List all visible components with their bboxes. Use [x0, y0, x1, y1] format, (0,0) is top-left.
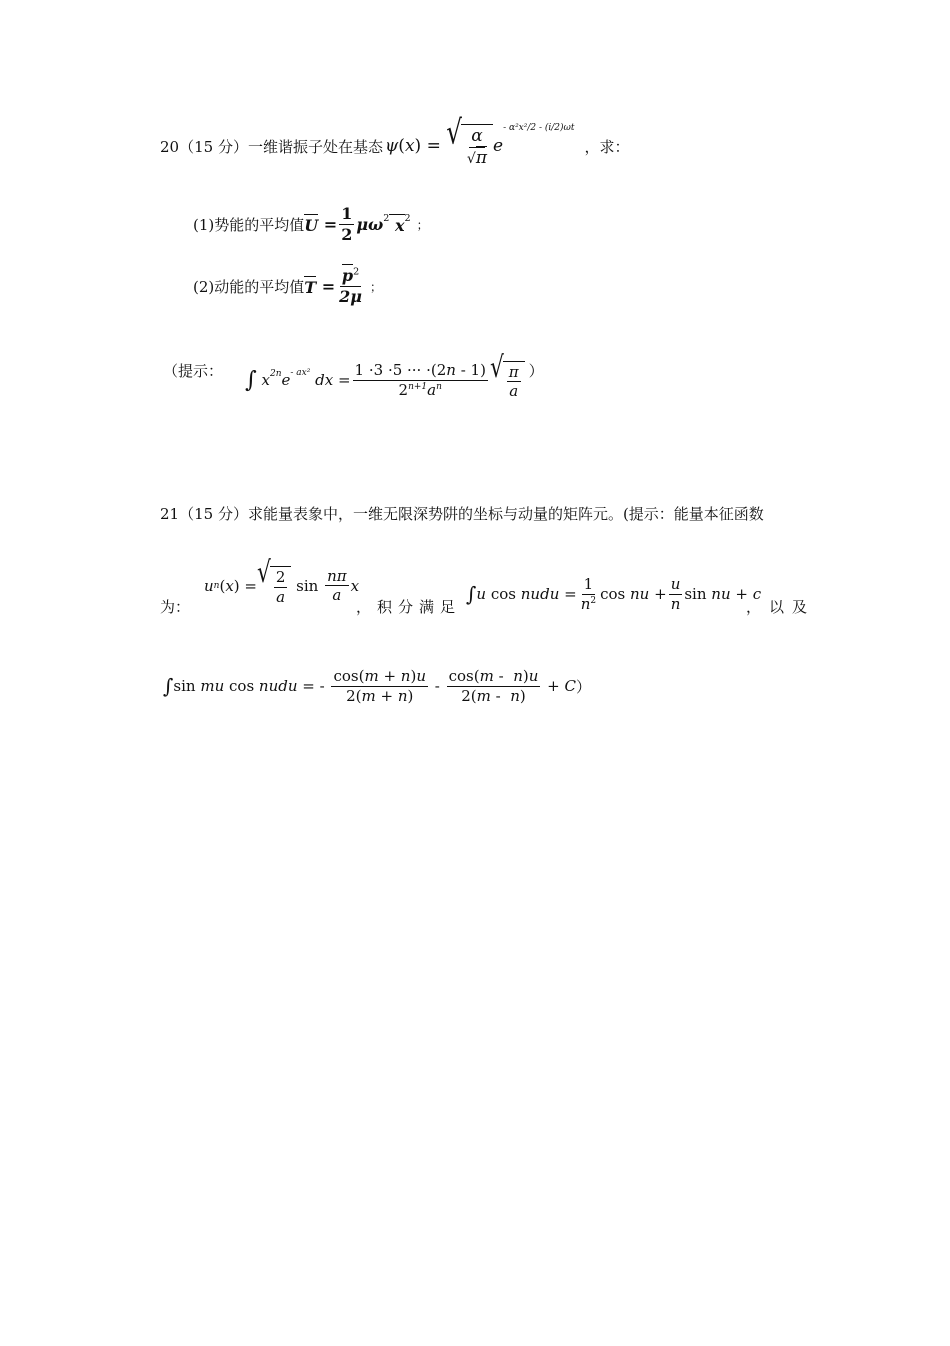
q20-hint-label: （提示： [163, 362, 224, 380]
q20-hint-close: ） [528, 362, 544, 380]
q21-line [160, 503, 764, 524]
q21-yiji-text: ，以及 [746, 598, 816, 616]
q21-integral2-formula: ∫ sin mu cos nudu = - $\frac{\cos(m + n)u}{2(m + n)}$ - $\frac{\cos(m - n)u}{2(m - n)}$ + C [163, 667, 576, 705]
q20-item1-label: (1)势能的平均值 [193, 215, 305, 234]
q21-eigen-line [160, 556, 816, 634]
q20-suffix: ，求： [584, 137, 630, 156]
q21-close: ） [576, 677, 592, 696]
q20-label: 20（15 分）一维谐振子处在基态 [160, 137, 383, 156]
q21-text: 21（15 分）求能量表象中，一维无限深势阱的坐标与动量的矩阵元。(提示：能量本征函数 [160, 505, 764, 523]
q21-eigen-formula: u n ( x ) = √ $\frac{2}{a}$ sin $\frac{n\pi}{a}$ x [204, 556, 360, 606]
q21-middle-text: ，积分满足 [356, 598, 462, 616]
q20-item2-label: (2)动能的平均值 [193, 277, 305, 296]
q21-integral2-line [163, 660, 591, 712]
q20-hint-formula: ∫ x $^{2n}$ e $^{- ax^2}$ dx = $\frac{1 \cdot 3 \cdot 5 \cdot\cdot\cdot \cdot(2n - 1)}{2^{n+1}a^n}$ √ $\frac{\pi}{a}$ [245, 361, 525, 400]
q20-item1-formula: U = $\frac{1}{2}$ μω $^2$ x $^2$ [304, 203, 411, 244]
q20-item2-suffix: ； [369, 279, 382, 294]
q20-psi-formula: ψ ( x ) = √ $\frac{\alpha}{√\pi}$ e - α²x²/2 - (i/2)ωt [384, 112, 575, 168]
q20-line [160, 112, 630, 176]
q21-wei-label: 为： [160, 598, 191, 616]
q21-integral1-formula: ∫ u cos nudu = $\frac{1}{n^2}$ cos nu + $\frac{u}{n}$ sin nu + c [466, 575, 762, 613]
q20-item2 [193, 262, 382, 310]
q20-item1-suffix: ； [416, 217, 429, 232]
q20-hint [163, 350, 544, 406]
q20-item2-formula: T = $\frac{p^2}{2\mu}$ [304, 265, 362, 306]
q20-item1 [193, 202, 429, 246]
